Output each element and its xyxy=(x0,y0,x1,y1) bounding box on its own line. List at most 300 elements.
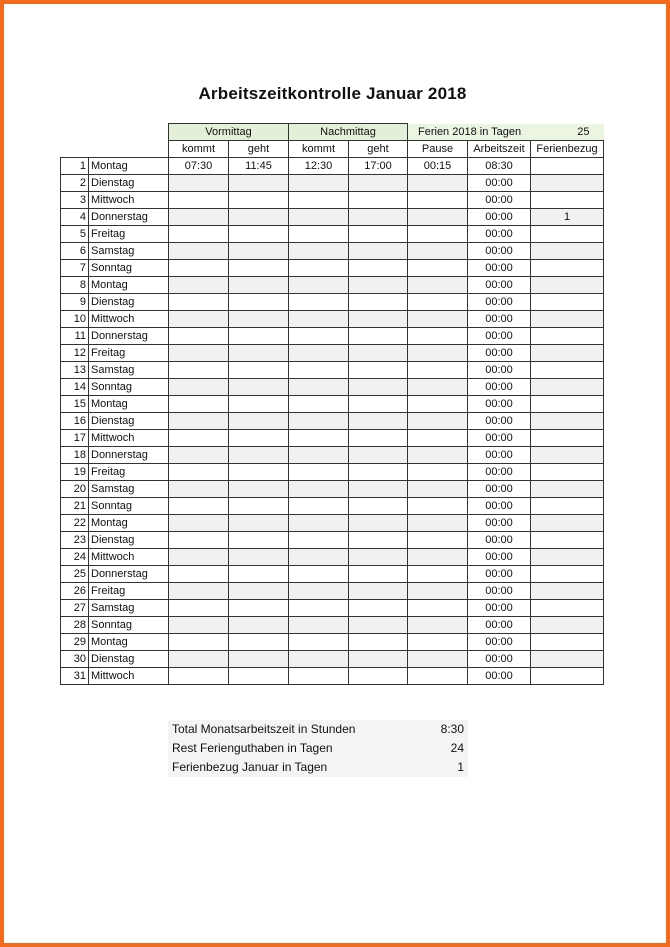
nm-geht-cell[interactable] xyxy=(349,566,408,583)
ferienbezug-cell[interactable] xyxy=(531,294,604,311)
summary-value: 8:30 xyxy=(440,722,464,736)
header-row-sub xyxy=(61,141,604,158)
arbeitszeit-cell: 00:00 xyxy=(468,566,531,583)
vm-geht-cell[interactable] xyxy=(229,396,289,413)
day-number-cell: 18 xyxy=(61,447,89,464)
nm-geht-cell[interactable] xyxy=(349,447,408,464)
weekday-cell: Mittwoch xyxy=(89,430,169,447)
day-number-cell: 27 xyxy=(61,600,89,617)
vm-kommt-cell[interactable] xyxy=(169,498,229,515)
weekday-cell: Dienstag xyxy=(89,532,169,549)
weekday-cell: Sonntag xyxy=(89,260,169,277)
pause-cell[interactable] xyxy=(408,328,468,345)
ferienbezug-cell[interactable] xyxy=(531,481,604,498)
table-row xyxy=(61,464,604,481)
vm-geht-cell[interactable] xyxy=(229,192,289,209)
arbeitszeit-cell: 00:00 xyxy=(468,311,531,328)
nm-kommt-cell[interactable] xyxy=(289,515,349,532)
ferienbezug-cell[interactable] xyxy=(531,362,604,379)
weekday-cell: Samstag xyxy=(89,600,169,617)
table-row xyxy=(61,209,604,226)
nm-geht-cell[interactable] xyxy=(349,362,408,379)
nm-kommt-cell[interactable] xyxy=(289,277,349,294)
nm-geht-cell[interactable] xyxy=(349,600,408,617)
pause-cell[interactable] xyxy=(408,600,468,617)
vm-geht-cell[interactable] xyxy=(229,515,289,532)
vm-kommt-cell[interactable] xyxy=(169,515,229,532)
table-row xyxy=(61,430,604,447)
table-row xyxy=(61,379,604,396)
pause-cell[interactable] xyxy=(408,192,468,209)
nm-kommt-cell[interactable] xyxy=(289,430,349,447)
nm-kommt-cell[interactable] xyxy=(289,209,349,226)
pause-cell[interactable] xyxy=(408,345,468,362)
nm-geht-cell[interactable] xyxy=(349,345,408,362)
pause-cell[interactable] xyxy=(408,549,468,566)
day-number-cell: 31 xyxy=(61,668,89,685)
day-number-cell: 2 xyxy=(61,175,89,192)
nm-geht-cell[interactable] xyxy=(349,481,408,498)
ferienbezug-cell[interactable] xyxy=(531,464,604,481)
nm-kommt-cell[interactable] xyxy=(289,294,349,311)
header-row-top xyxy=(61,124,604,141)
nm-kommt-cell[interactable] xyxy=(289,192,349,209)
day-number-cell: 7 xyxy=(61,260,89,277)
nm-geht-cell[interactable] xyxy=(349,260,408,277)
table-row xyxy=(61,668,604,685)
vm-kommt-cell[interactable] xyxy=(169,362,229,379)
day-number-cell: 21 xyxy=(61,498,89,515)
day-number-cell: 11 xyxy=(61,328,89,345)
ferienbezug-cell[interactable] xyxy=(531,634,604,651)
vm-geht-cell[interactable] xyxy=(229,328,289,345)
ferienbezug-cell[interactable] xyxy=(531,549,604,566)
nm-geht-cell[interactable] xyxy=(349,498,408,515)
arbeitszeit-cell: 00:00 xyxy=(468,515,531,532)
vm-kommt-cell[interactable] xyxy=(169,634,229,651)
ferienbezug-cell[interactable] xyxy=(531,668,604,685)
vm-geht-cell[interactable] xyxy=(229,243,289,260)
table-row xyxy=(61,532,604,549)
arbeitszeit-cell: 00:00 xyxy=(468,175,531,192)
arbeitszeit-cell: 00:00 xyxy=(468,498,531,515)
weekday-cell: Montag xyxy=(89,158,169,175)
day-number-cell: 10 xyxy=(61,311,89,328)
vm-geht-cell[interactable] xyxy=(229,532,289,549)
arbeitszeit-cell: 00:00 xyxy=(468,634,531,651)
table-row xyxy=(61,583,604,600)
nm-kommt-cell[interactable] xyxy=(289,396,349,413)
nm-kommt-cell[interactable] xyxy=(289,345,349,362)
nm-geht-header: geht xyxy=(349,141,408,158)
vm-kommt-header: kommt xyxy=(169,141,229,158)
vm-kommt-cell[interactable] xyxy=(169,311,229,328)
table-row xyxy=(61,345,604,362)
pause-cell[interactable] xyxy=(408,430,468,447)
nm-geht-cell[interactable] xyxy=(349,668,408,685)
day-number-cell: 14 xyxy=(61,379,89,396)
vm-geht-cell[interactable] xyxy=(229,379,289,396)
vm-kommt-cell[interactable] xyxy=(169,328,229,345)
ferien-label: Ferien 2018 in Tagen xyxy=(418,125,522,138)
vm-kommt-cell[interactable]: 07:30 xyxy=(169,158,229,175)
pause-cell[interactable] xyxy=(408,498,468,515)
table-row xyxy=(61,362,604,379)
arbeitszeit-cell: 00:00 xyxy=(468,192,531,209)
vm-kommt-cell[interactable] xyxy=(169,192,229,209)
vm-kommt-cell[interactable] xyxy=(169,583,229,600)
ferienbezug-cell[interactable] xyxy=(531,430,604,447)
table-row xyxy=(61,498,604,515)
ferienbezug-cell[interactable] xyxy=(531,345,604,362)
summary-value: 24 xyxy=(450,741,464,755)
weekday-cell: Sonntag xyxy=(89,498,169,515)
pause-cell[interactable] xyxy=(408,362,468,379)
vm-geht-cell[interactable] xyxy=(229,260,289,277)
table-row xyxy=(61,226,604,243)
day-number-cell: 30 xyxy=(61,651,89,668)
day-number-cell: 23 xyxy=(61,532,89,549)
ferienbezug-cell[interactable] xyxy=(531,379,604,396)
day-number-cell: 17 xyxy=(61,430,89,447)
ferienbezug-cell[interactable] xyxy=(531,447,604,464)
day-number-cell: 3 xyxy=(61,192,89,209)
vm-geht-cell[interactable] xyxy=(229,668,289,685)
nm-geht-cell[interactable] xyxy=(349,311,408,328)
day-number-cell: 9 xyxy=(61,294,89,311)
vm-kommt-cell[interactable] xyxy=(169,549,229,566)
arbeitszeit-cell: 00:00 xyxy=(468,260,531,277)
vm-kommt-cell[interactable] xyxy=(169,294,229,311)
weekday-cell: Freitag xyxy=(89,345,169,362)
vm-geht-cell[interactable] xyxy=(229,498,289,515)
vm-geht-cell[interactable] xyxy=(229,311,289,328)
nm-kommt-cell[interactable] xyxy=(289,379,349,396)
pause-cell[interactable] xyxy=(408,260,468,277)
arbeitszeit-cell: 00:00 xyxy=(468,447,531,464)
pause-cell[interactable]: 00:15 xyxy=(408,158,468,175)
nm-kommt-cell[interactable] xyxy=(289,226,349,243)
nm-geht-cell[interactable] xyxy=(349,430,408,447)
nm-geht-cell[interactable] xyxy=(349,175,408,192)
pause-cell[interactable] xyxy=(408,175,468,192)
ferienbezug-cell[interactable] xyxy=(531,175,604,192)
vm-geht-cell[interactable] xyxy=(229,600,289,617)
nm-geht-cell[interactable] xyxy=(349,277,408,294)
vm-kommt-cell[interactable] xyxy=(169,396,229,413)
arbeitszeit-cell: 00:00 xyxy=(468,600,531,617)
day-number-cell: 8 xyxy=(61,277,89,294)
table-row xyxy=(61,634,604,651)
vm-kommt-cell[interactable] xyxy=(169,651,229,668)
table-row xyxy=(61,600,604,617)
vm-geht-cell[interactable] xyxy=(229,226,289,243)
nm-kommt-cell[interactable] xyxy=(289,311,349,328)
vm-geht-cell[interactable] xyxy=(229,277,289,294)
nm-kommt-cell[interactable] xyxy=(289,532,349,549)
vm-kommt-cell[interactable] xyxy=(169,430,229,447)
arbeitszeit-cell: 00:00 xyxy=(468,362,531,379)
ferienbezug-cell[interactable] xyxy=(531,277,604,294)
pause-cell[interactable] xyxy=(408,464,468,481)
ferienbezug-cell[interactable] xyxy=(531,226,604,243)
pause-cell[interactable] xyxy=(408,226,468,243)
table-row xyxy=(61,192,604,209)
weekday-cell: Donnerstag xyxy=(89,209,169,226)
vm-geht-cell[interactable] xyxy=(229,583,289,600)
vm-geht-cell[interactable] xyxy=(229,566,289,583)
nm-geht-cell[interactable] xyxy=(349,396,408,413)
vm-kommt-cell[interactable] xyxy=(169,532,229,549)
arbeitszeit-cell: 00:00 xyxy=(468,277,531,294)
nm-kommt-cell[interactable] xyxy=(289,617,349,634)
summary-row-ferienbezug xyxy=(168,758,468,777)
nm-kommt-cell[interactable] xyxy=(289,651,349,668)
pause-cell[interactable] xyxy=(408,617,468,634)
nm-geht-cell[interactable] xyxy=(349,464,408,481)
nm-kommt-cell[interactable] xyxy=(289,668,349,685)
table-row xyxy=(61,413,604,430)
vm-kommt-cell[interactable] xyxy=(169,209,229,226)
nm-kommt-cell[interactable] xyxy=(289,243,349,260)
table-row xyxy=(61,447,604,464)
day-number-cell: 15 xyxy=(61,396,89,413)
nm-geht-cell[interactable] xyxy=(349,328,408,345)
nm-geht-cell[interactable] xyxy=(349,209,408,226)
vormittag-header: Vormittag xyxy=(169,124,289,141)
nm-kommt-cell[interactable] xyxy=(289,583,349,600)
ferien-header xyxy=(408,124,604,141)
pause-cell[interactable] xyxy=(408,277,468,294)
vm-geht-cell[interactable] xyxy=(229,651,289,668)
pause-cell[interactable] xyxy=(408,668,468,685)
pause-cell[interactable] xyxy=(408,379,468,396)
nm-kommt-cell[interactable] xyxy=(289,549,349,566)
vm-geht-cell[interactable] xyxy=(229,209,289,226)
vm-kommt-cell[interactable] xyxy=(169,668,229,685)
ferienbezug-cell[interactable] xyxy=(531,192,604,209)
vm-kommt-cell[interactable] xyxy=(169,277,229,294)
ferienbezug-cell[interactable] xyxy=(531,328,604,345)
vm-kommt-cell[interactable] xyxy=(169,600,229,617)
summary-value: 1 xyxy=(457,760,464,774)
vm-kommt-cell[interactable] xyxy=(169,617,229,634)
table-row xyxy=(61,617,604,634)
pause-cell[interactable] xyxy=(408,243,468,260)
ferienbezug-cell[interactable] xyxy=(531,617,604,634)
table-row xyxy=(61,158,604,175)
arbeitszeit-cell: 00:00 xyxy=(468,464,531,481)
table-row xyxy=(61,277,604,294)
table-row xyxy=(61,515,604,532)
vm-kommt-cell[interactable] xyxy=(169,566,229,583)
vm-kommt-cell[interactable] xyxy=(169,464,229,481)
day-number-cell: 26 xyxy=(61,583,89,600)
ferienbezug-cell[interactable] xyxy=(531,158,604,175)
vm-kommt-cell[interactable] xyxy=(169,243,229,260)
pause-cell[interactable] xyxy=(408,532,468,549)
pause-cell[interactable] xyxy=(408,515,468,532)
pause-cell[interactable] xyxy=(408,311,468,328)
vm-geht-cell[interactable] xyxy=(229,345,289,362)
vm-kommt-cell[interactable] xyxy=(169,379,229,396)
vm-kommt-cell[interactable] xyxy=(169,413,229,430)
vm-kommt-cell[interactable] xyxy=(169,175,229,192)
vm-kommt-cell[interactable] xyxy=(169,260,229,277)
table-row xyxy=(61,481,604,498)
page-title: Arbeitszeitkontrolle Januar 2018 xyxy=(198,84,467,103)
summary-row-total xyxy=(168,720,468,739)
summary-label: Ferienbezug Januar in Tagen xyxy=(172,760,328,774)
arbeitszeit-cell: 00:00 xyxy=(468,668,531,685)
arbeitszeit-cell: 00:00 xyxy=(468,651,531,668)
nm-geht-cell[interactable] xyxy=(349,651,408,668)
arbeitszeit-cell: 00:00 xyxy=(468,345,531,362)
weekday-cell: Mittwoch xyxy=(89,668,169,685)
day-number-cell: 20 xyxy=(61,481,89,498)
pause-cell[interactable] xyxy=(408,566,468,583)
ferienbezug-cell[interactable] xyxy=(531,566,604,583)
arbeitszeit-cell: 00:00 xyxy=(468,532,531,549)
arbeitszeit-cell: 00:00 xyxy=(468,481,531,498)
vm-geht-cell[interactable] xyxy=(229,175,289,192)
nm-kommt-cell[interactable] xyxy=(289,498,349,515)
day-number-cell: 4 xyxy=(61,209,89,226)
nm-geht-cell[interactable] xyxy=(349,515,408,532)
pause-cell[interactable] xyxy=(408,583,468,600)
nm-kommt-cell[interactable] xyxy=(289,600,349,617)
pause-cell[interactable] xyxy=(408,294,468,311)
weekday-cell: Donnerstag xyxy=(89,328,169,345)
vm-geht-cell[interactable] xyxy=(229,430,289,447)
vm-kommt-cell[interactable] xyxy=(169,226,229,243)
pause-cell[interactable] xyxy=(408,209,468,226)
nm-geht-cell[interactable] xyxy=(349,532,408,549)
vm-geht-cell[interactable] xyxy=(229,634,289,651)
weekday-cell: Freitag xyxy=(89,583,169,600)
ferienbezug-cell[interactable] xyxy=(531,532,604,549)
vm-geht-cell[interactable] xyxy=(229,464,289,481)
vm-geht-cell[interactable] xyxy=(229,413,289,430)
nm-kommt-cell[interactable] xyxy=(289,481,349,498)
ferienbezug-cell[interactable] xyxy=(531,600,604,617)
nm-geht-cell[interactable] xyxy=(349,549,408,566)
nm-geht-cell[interactable] xyxy=(349,192,408,209)
ferienbezug-cell[interactable] xyxy=(531,396,604,413)
table-row xyxy=(61,260,604,277)
pause-cell[interactable] xyxy=(408,651,468,668)
ferienbezug-header: Ferienbezug xyxy=(531,141,604,158)
pause-cell[interactable] xyxy=(408,634,468,651)
ferienbezug-cell[interactable]: 1 xyxy=(531,209,604,226)
ferienbezug-cell[interactable] xyxy=(531,515,604,532)
nm-geht-cell[interactable] xyxy=(349,634,408,651)
weekday-cell: Mittwoch xyxy=(89,311,169,328)
day-number-cell: 28 xyxy=(61,617,89,634)
table-row xyxy=(61,396,604,413)
weekday-cell: Mittwoch xyxy=(89,549,169,566)
day-number-cell: 22 xyxy=(61,515,89,532)
nm-kommt-cell[interactable] xyxy=(289,328,349,345)
nm-kommt-cell[interactable] xyxy=(289,362,349,379)
table-row xyxy=(61,549,604,566)
arbeitszeit-cell: 00:00 xyxy=(468,328,531,345)
ferienbezug-cell[interactable] xyxy=(531,413,604,430)
nm-kommt-cell[interactable] xyxy=(289,260,349,277)
nm-geht-cell[interactable] xyxy=(349,617,408,634)
weekday-cell: Dienstag xyxy=(89,413,169,430)
day-number-cell: 24 xyxy=(61,549,89,566)
nm-geht-cell[interactable] xyxy=(349,413,408,430)
nm-kommt-cell[interactable] xyxy=(289,413,349,430)
vm-geht-cell[interactable]: 11:45 xyxy=(229,158,289,175)
ferienbezug-cell[interactable] xyxy=(531,311,604,328)
weekday-cell: Sonntag xyxy=(89,617,169,634)
nm-geht-cell[interactable] xyxy=(349,583,408,600)
ferienbezug-cell[interactable] xyxy=(531,498,604,515)
ferienbezug-cell[interactable] xyxy=(531,583,604,600)
weekday-cell: Montag xyxy=(89,515,169,532)
nm-kommt-cell[interactable]: 12:30 xyxy=(289,158,349,175)
ferienbezug-cell[interactable] xyxy=(531,260,604,277)
nm-kommt-cell[interactable] xyxy=(289,566,349,583)
weekday-cell: Dienstag xyxy=(89,175,169,192)
nm-geht-cell[interactable] xyxy=(349,294,408,311)
nm-kommt-cell[interactable] xyxy=(289,175,349,192)
arbeitszeit-cell: 00:00 xyxy=(468,226,531,243)
nm-kommt-cell[interactable] xyxy=(289,464,349,481)
ferienbezug-cell[interactable] xyxy=(531,243,604,260)
nm-kommt-cell[interactable] xyxy=(289,634,349,651)
vm-geht-cell[interactable] xyxy=(229,481,289,498)
table-row xyxy=(61,328,604,345)
vm-geht-cell[interactable] xyxy=(229,549,289,566)
nm-kommt-cell[interactable] xyxy=(289,447,349,464)
weekday-cell: Donnerstag xyxy=(89,566,169,583)
nm-geht-cell[interactable]: 17:00 xyxy=(349,158,408,175)
vm-kommt-cell[interactable] xyxy=(169,345,229,362)
weekday-cell: Freitag xyxy=(89,226,169,243)
vm-kommt-cell[interactable] xyxy=(169,447,229,464)
ferienbezug-cell[interactable] xyxy=(531,651,604,668)
table-row xyxy=(61,651,604,668)
day-number-cell: 5 xyxy=(61,226,89,243)
vm-geht-cell[interactable] xyxy=(229,447,289,464)
pause-cell[interactable] xyxy=(408,396,468,413)
arbeitszeit-cell: 00:00 xyxy=(468,430,531,447)
arbeitszeit-cell: 00:00 xyxy=(468,209,531,226)
nm-kommt-header: kommt xyxy=(289,141,349,158)
nachmittag-header: Nachmittag xyxy=(289,124,408,141)
nm-geht-cell[interactable] xyxy=(349,379,408,396)
weekday-cell: Samstag xyxy=(89,362,169,379)
weekday-cell: Freitag xyxy=(89,464,169,481)
vm-geht-cell[interactable] xyxy=(229,362,289,379)
pause-cell[interactable] xyxy=(408,413,468,430)
nm-geht-cell[interactable] xyxy=(349,226,408,243)
day-number-cell: 13 xyxy=(61,362,89,379)
vm-kommt-cell[interactable] xyxy=(169,481,229,498)
vm-geht-cell[interactable] xyxy=(229,294,289,311)
weekday-cell: Dienstag xyxy=(89,294,169,311)
arbeitszeit-header: Arbeitszeit xyxy=(468,141,531,158)
nm-geht-cell[interactable] xyxy=(349,243,408,260)
vm-geht-cell[interactable] xyxy=(229,617,289,634)
vm-geht-header: geht xyxy=(229,141,289,158)
pause-cell[interactable] xyxy=(408,447,468,464)
day-number-cell: 25 xyxy=(61,566,89,583)
pause-cell[interactable] xyxy=(408,481,468,498)
